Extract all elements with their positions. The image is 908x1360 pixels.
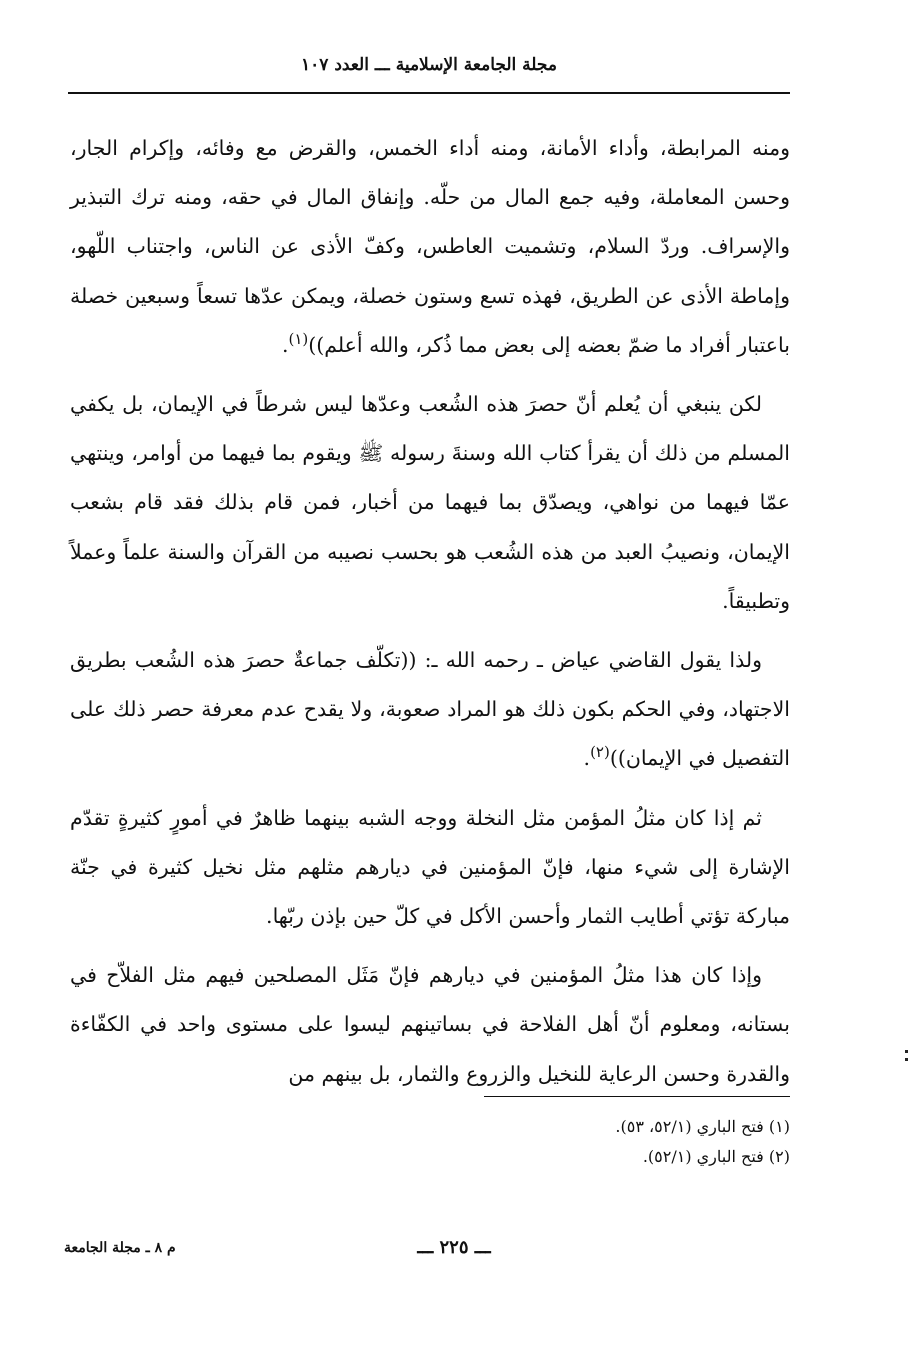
footnote-1: (١) فتح الباري (٥٢/١، ٥٣).: [615, 1117, 790, 1136]
paragraph-text: لكن ينبغي أن يُعلم أنّ حصرَ هذه الشُعب وعدّها ليس شرطاً في الإيمان، بل يكفي المسلم من ذلك أن يقرأ كتاب الله وسنةَ رسوله ﷺ ويقوم بما فيهما من أوامر، وينتهي عمّا فيهما من نواهي، ويصدّق بما فيهما من أخبار، فمن قام بذلك فقد قام بشعب الإيمان، ونصيبُ العبد من هذه الشُعب هو بحسب نصيبه من القرآن والسنة علماً وعملاً وتطبيقاً.: [70, 392, 790, 613]
paragraph-1: ومنه المرابطة، وأداء الأمانة، ومنه أداء الخمس، والقرض مع وفائه، وإكرام الجار، وحسن المعاملة، وفيه جمع المال من حلّه. وإنفاق المال في حقه، ومنه ترك التبذير والإسراف. وردّ السلام، وتشميت العاطس، وكفّ الأذى عن الناس، واجتناب اللّهو، وإماطة الأذى عن الطريق، فهذه تسع وستون خصلة، ويمكن عدّها تسعاً وسبعين خصلة باعتبار أفراد ما ضمّ بعضه إلى بعض مما ذُكر، والله أعلم))$^{(١)}$.: [70, 136, 790, 357]
paragraph-3: ولذا يقول القاضي عياض ـ رحمه الله ـ: ((تكلّف جماعةٌ حصرَ هذه الشُعب بطريق الاجتهاد، وفي الحكم بكون ذلك هو المراد صعوبة، ولا يقدح عدم معرفة حصر ذلك على التفصيل في الإيمان))$^{(٢)}$.: [70, 648, 790, 771]
scan-edge-marks: [904, 1045, 908, 1073]
paragraph-4: [70, 794, 790, 942]
paragraph-text: ثم إذا كان مثلُ المؤمن مثل النخلة ووجه الشبه بينهما ظاهرٌ في أمورٍ كثيرةٍ تقدّم الإشارة إلى شيء منها، فإنّ المؤمنين في ديارهم مثلهم مثل نخيل كثيرة في جنّة مباركة تؤتي أطايب الثمار وأحسن الأكل في كلّ حين بإذن ربّها.: [70, 805, 790, 929]
page-number: ـــ ٢٢٥ ـــ: [417, 1237, 491, 1258]
journal-header: مجلة الجامعة الإسلامية ـــ العدد ١٠٧: [301, 55, 557, 75]
paragraph-text: وإذا كان هذا مثلُ المؤمنين في ديارهم فإنّ مَثَل المصلحين فيهم مثل الفلاّح في بستانه، ومعلوم أنّ أهل الفلاحة في بساتينهم ليسوا على مستوى واحد في الكفّاءة والقدرة وحسن الرعاية للنخيل والزروع والثمار، بل بينهم من: [70, 963, 790, 1086]
footnote-ref: (١): [288, 329, 309, 348]
footnote-2: (٢) فتح الباري (٥٢/١).: [642, 1147, 790, 1166]
paragraph-text: ومنه المرابطة، وأداء الأمانة، ومنه أداء الخمس، والقرض مع وفائه، وإكرام الجار، وحسن المعاملة، وفيه جمع المال من حلّه. وإنفاق المال في حقه، ومنه ترك التبذير والإسراف. وردّ السلام، وتشميت العاطس، وكفّ الأذى عن الناس، واجتناب اللّهو، وإماطة الأذى عن الطريق، فهذه تسع وستون خصلة، ويمكن عدّها تسعاً وسبعين خصلة باعتبار أفراد ما ضمّ بعضه إلى بعض مما ذُكر، والله أعلم)): [70, 136, 790, 357]
paragraph-2: [70, 380, 790, 626]
paragraph-5: [70, 951, 790, 1099]
footnotes: [340, 1112, 790, 1172]
paragraph-text: ولذا يقول القاضي عياض ـ رحمه الله ـ: ((تكلّف جماعةٌ حصرَ هذه الشُعب بطريق الاجتهاد، وفي الحكم بكون ذلك هو المراد صعوبة، ولا يقدح عدم معرفة حصر ذلك على التفصيل في الإيمان)): [70, 648, 790, 771]
main-text: [70, 124, 790, 1109]
header-divider: [68, 92, 790, 94]
printer-signature: م ٨ ـ مجلة الجامعة: [64, 1240, 176, 1256]
footnote-ref: (٢): [590, 743, 610, 762]
footnote-divider: [484, 1096, 790, 1097]
